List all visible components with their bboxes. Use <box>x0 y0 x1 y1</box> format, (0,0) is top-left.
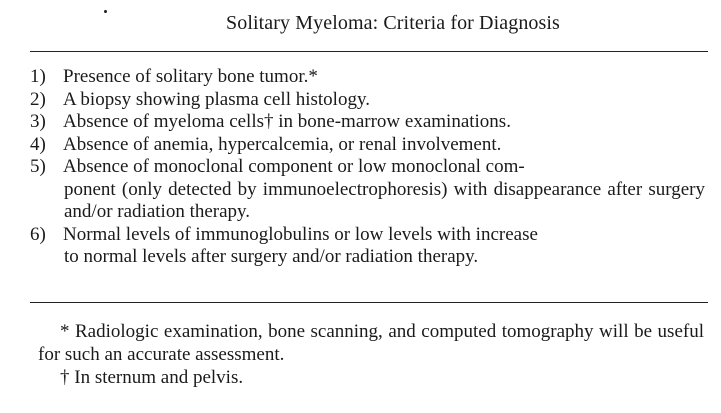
criterion-2 <box>30 89 705 112</box>
criterion-text: A biopsy showing plasma cell histology. <box>63 88 370 110</box>
criterion-5 <box>30 156 705 224</box>
footnotes <box>38 320 704 389</box>
criterion-text: Absence of myeloma cells† in bone-marrow examinations. <box>63 111 511 132</box>
bottom-rule <box>30 302 708 303</box>
criterion-number: 6) <box>30 223 46 245</box>
criterion-4 <box>30 134 705 157</box>
print-speck <box>104 10 107 13</box>
criterion-continuation-text: to normal levels after surgery and/or radiation therapy. <box>64 246 479 267</box>
criterion-continuation <box>30 179 705 224</box>
criteria-list <box>30 66 705 269</box>
footnote-asterisk: * Radiologic examination, bone scanning, and computed tomography will be useful for such an accurate assessment. <box>38 321 704 365</box>
criterion-1 <box>30 66 705 89</box>
criterion-continuation-text: ponent (only detected by immunoelectrophoresis) with disappearance after surgery and/or radiation therapy. <box>64 178 705 222</box>
footnote-dagger: † In sternum and pelvis. <box>60 367 244 388</box>
criterion-text: Absence of monoclonal component or low monoclonal com- <box>63 156 525 177</box>
criterion-number: 2) <box>30 88 46 110</box>
criterion-text: Presence of solitary bone tumor.* <box>63 66 318 87</box>
criterion-number: 5) <box>30 156 46 177</box>
criterion-text: Absence of anemia, hypercalcemia, or renal involvement. <box>63 133 502 155</box>
table-title: Solitary Myeloma: Criteria for Diagnosis <box>226 12 560 34</box>
criterion-continuation <box>30 246 705 269</box>
top-rule <box>30 51 708 52</box>
criterion-text: Normal levels of immunoglobulins or low levels with increase <box>63 223 538 245</box>
criterion-3 <box>30 111 705 134</box>
criterion-number: 1) <box>30 66 46 87</box>
criterion-number: 4) <box>30 133 46 155</box>
criterion-number: 3) <box>30 111 46 132</box>
criterion-6 <box>30 224 705 269</box>
